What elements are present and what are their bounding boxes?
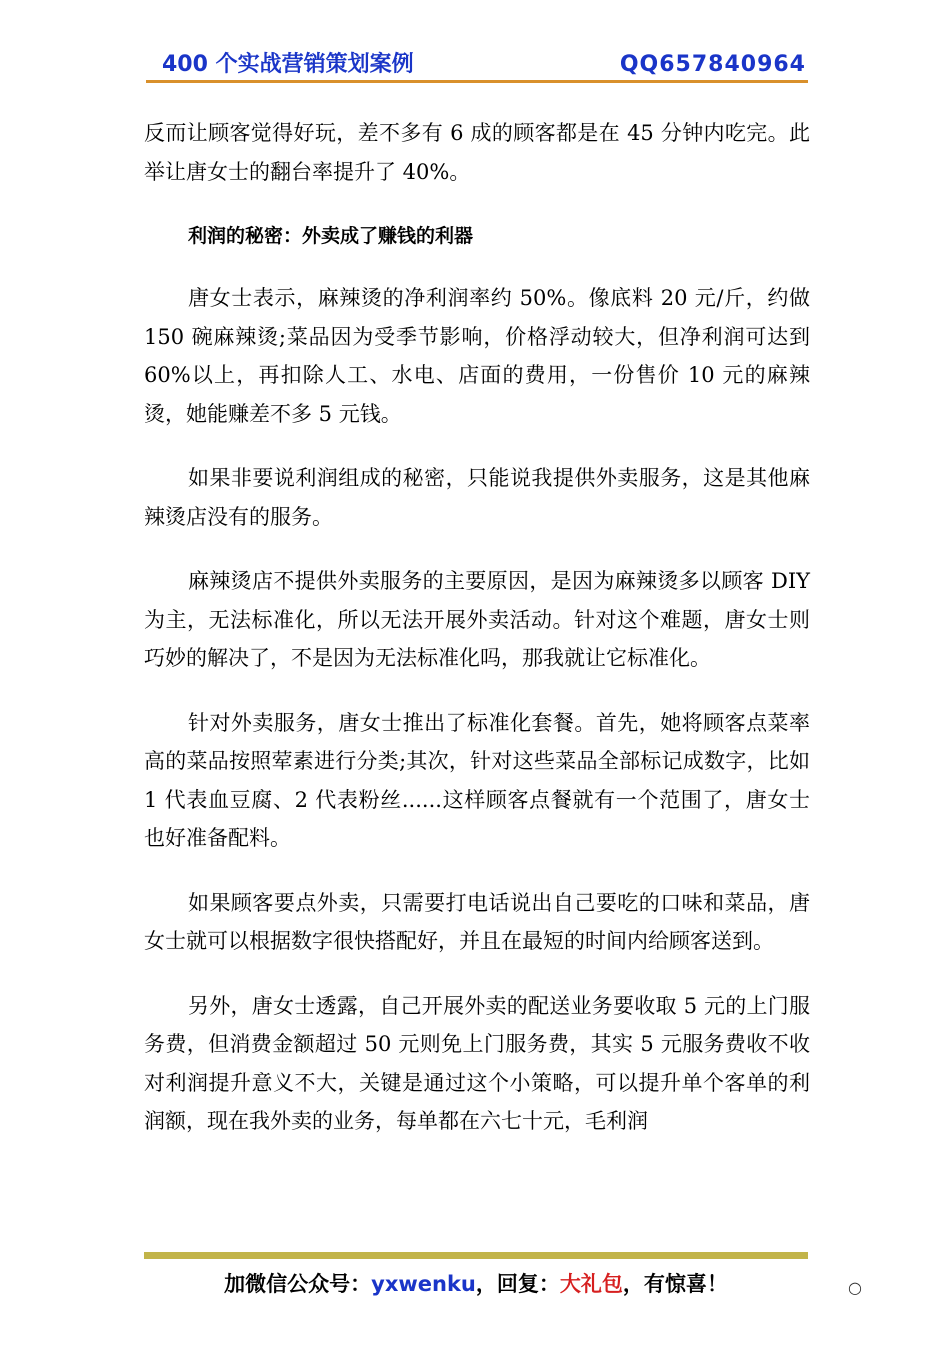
paragraph-2: 唐女士表示，麻辣烫的净利润率约 50%。像底料 20 元/斤，约做 150 碗麻辣烫;菜品因为受季节影响，价格浮动较大，但净利润可达到 60%以上，再扣除人工、水电、店面的费用，一份售价 10 元的麻辣烫，她能赚差不多 5 元钱。	[144, 286, 810, 426]
footer-keyword: 大礼包	[559, 1272, 623, 1296]
paragraph-6: 如果顾客要点外卖，只需要打电话说出自己要吃的口味和菜品，唐女士就可以根据数字很快搭配好，并且在最短的时间内给顾客送到。	[144, 890, 810, 953]
header-contact: QQ657840964	[619, 52, 806, 77]
paragraph-7: 另外，唐女士透露，自己开展外卖的配送业务要收取 5 元的上门服务费，但消费金额超过 50 元则免上门服务费，其实 5 元服务费收不收对利润提升意义不大，关键是通过这个小策略，可以提升单个客单的利润额，现在我外卖的业务，每单都在六七十元，毛利润	[144, 993, 810, 1133]
paragraph-1: 反而让顾客觉得好玩，差不多有 6 成的顾客都是在 45 分钟内吃完。此举让唐女士的翻台率提升了 40%。	[144, 121, 810, 184]
footer-divider	[144, 1252, 808, 1259]
footer-account: yxwenku	[371, 1272, 476, 1296]
document-body	[144, 114, 810, 1167]
paragraph-3: 如果非要说利润组成的秘密，只能说我提供外卖服务，这是其他麻辣烫店没有的服务。	[144, 466, 810, 529]
footer-middle: ，回复：	[475, 1272, 560, 1296]
footer-prefix: 加微信公众号：	[224, 1272, 372, 1296]
page-mark: ○	[848, 1278, 862, 1297]
page-header	[146, 50, 808, 80]
header-divider	[146, 80, 808, 83]
paragraph-4: 麻辣烫店不提供外卖服务的主要原因，是因为麻辣烫多以顾客 DIY 为主，无法标准化，所以无法开展外卖活动。针对这个难题，唐女士则巧妙的解决了，不是因为无法标准化吗，那我就让它标准化。	[144, 569, 810, 670]
header-title: 400 个实战营销策划案例	[162, 52, 414, 77]
paragraph-5: 针对外卖服务，唐女士推出了标准化套餐。首先，她将顾客点菜率高的菜品按照荤素进行分类;其次，针对这些菜品全部标记成数字，比如 1 代表血豆腐、2 代表粉丝......这样顾客点餐就有一个范围了，唐女士也好准备配料。	[144, 710, 810, 850]
section-heading: 利润的秘密：外卖成了赚钱的利器	[188, 225, 474, 247]
footer-suffix: ，有惊喜！	[622, 1272, 728, 1296]
page-footer	[144, 1268, 808, 1300]
